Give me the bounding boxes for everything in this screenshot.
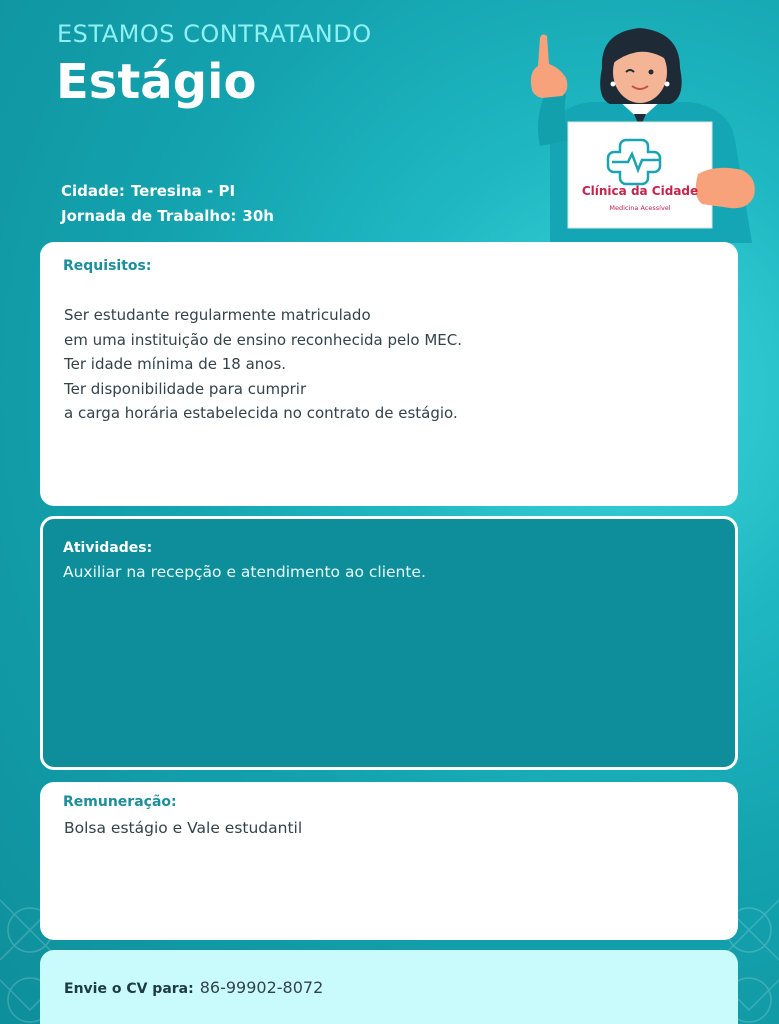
compensation-heading: Remuneração:	[63, 794, 177, 810]
requirement-line: a carga horária estabelecida no contrato de estágio.	[64, 404, 458, 422]
activities-heading: Atividades:	[63, 540, 153, 556]
city-label: Cidade:	[61, 182, 125, 200]
work-hours-line	[61, 207, 274, 225]
requirements-card	[40, 242, 738, 506]
contact-line	[64, 978, 323, 997]
work-hours-label: Jornada de Trabalho:	[61, 207, 237, 225]
contact-phone[interactable]: 86-99902-8072	[199, 978, 324, 997]
activities-text: Auxiliar na recepção e atendimento ao cliente.	[63, 563, 426, 581]
contact-label: Envie o CV para:	[64, 981, 194, 997]
requirement-line: Ter idade mínima de 18 anos.	[64, 355, 287, 373]
activities-card	[40, 516, 738, 770]
page-title: Estágio	[56, 54, 257, 110]
requirement-line: Ter disponibilidade para cumprir	[64, 379, 307, 398]
city-line	[61, 182, 235, 200]
work-hours-value: 30h	[242, 207, 274, 225]
requirement-line: em uma instituição de ensino reconhecida pelo MEC.	[64, 330, 463, 349]
requirement-line: Ser estudante regularmente matriculado	[64, 306, 371, 324]
requirements-list	[64, 303, 462, 426]
brand-name: Clínica da Cidade	[581, 184, 699, 198]
contact-card	[40, 950, 738, 1024]
requirements-heading: Requisitos:	[63, 258, 152, 274]
brand-tagline: Medicina Acessível	[609, 204, 671, 212]
city-value: Teresina - PI	[130, 182, 236, 200]
doctor-illustration	[520, 28, 760, 243]
compensation-text: Bolsa estágio e Vale estudantil	[64, 819, 303, 837]
compensation-card	[40, 782, 738, 940]
hiring-label: ESTAMOS CONTRATANDO	[57, 20, 372, 48]
